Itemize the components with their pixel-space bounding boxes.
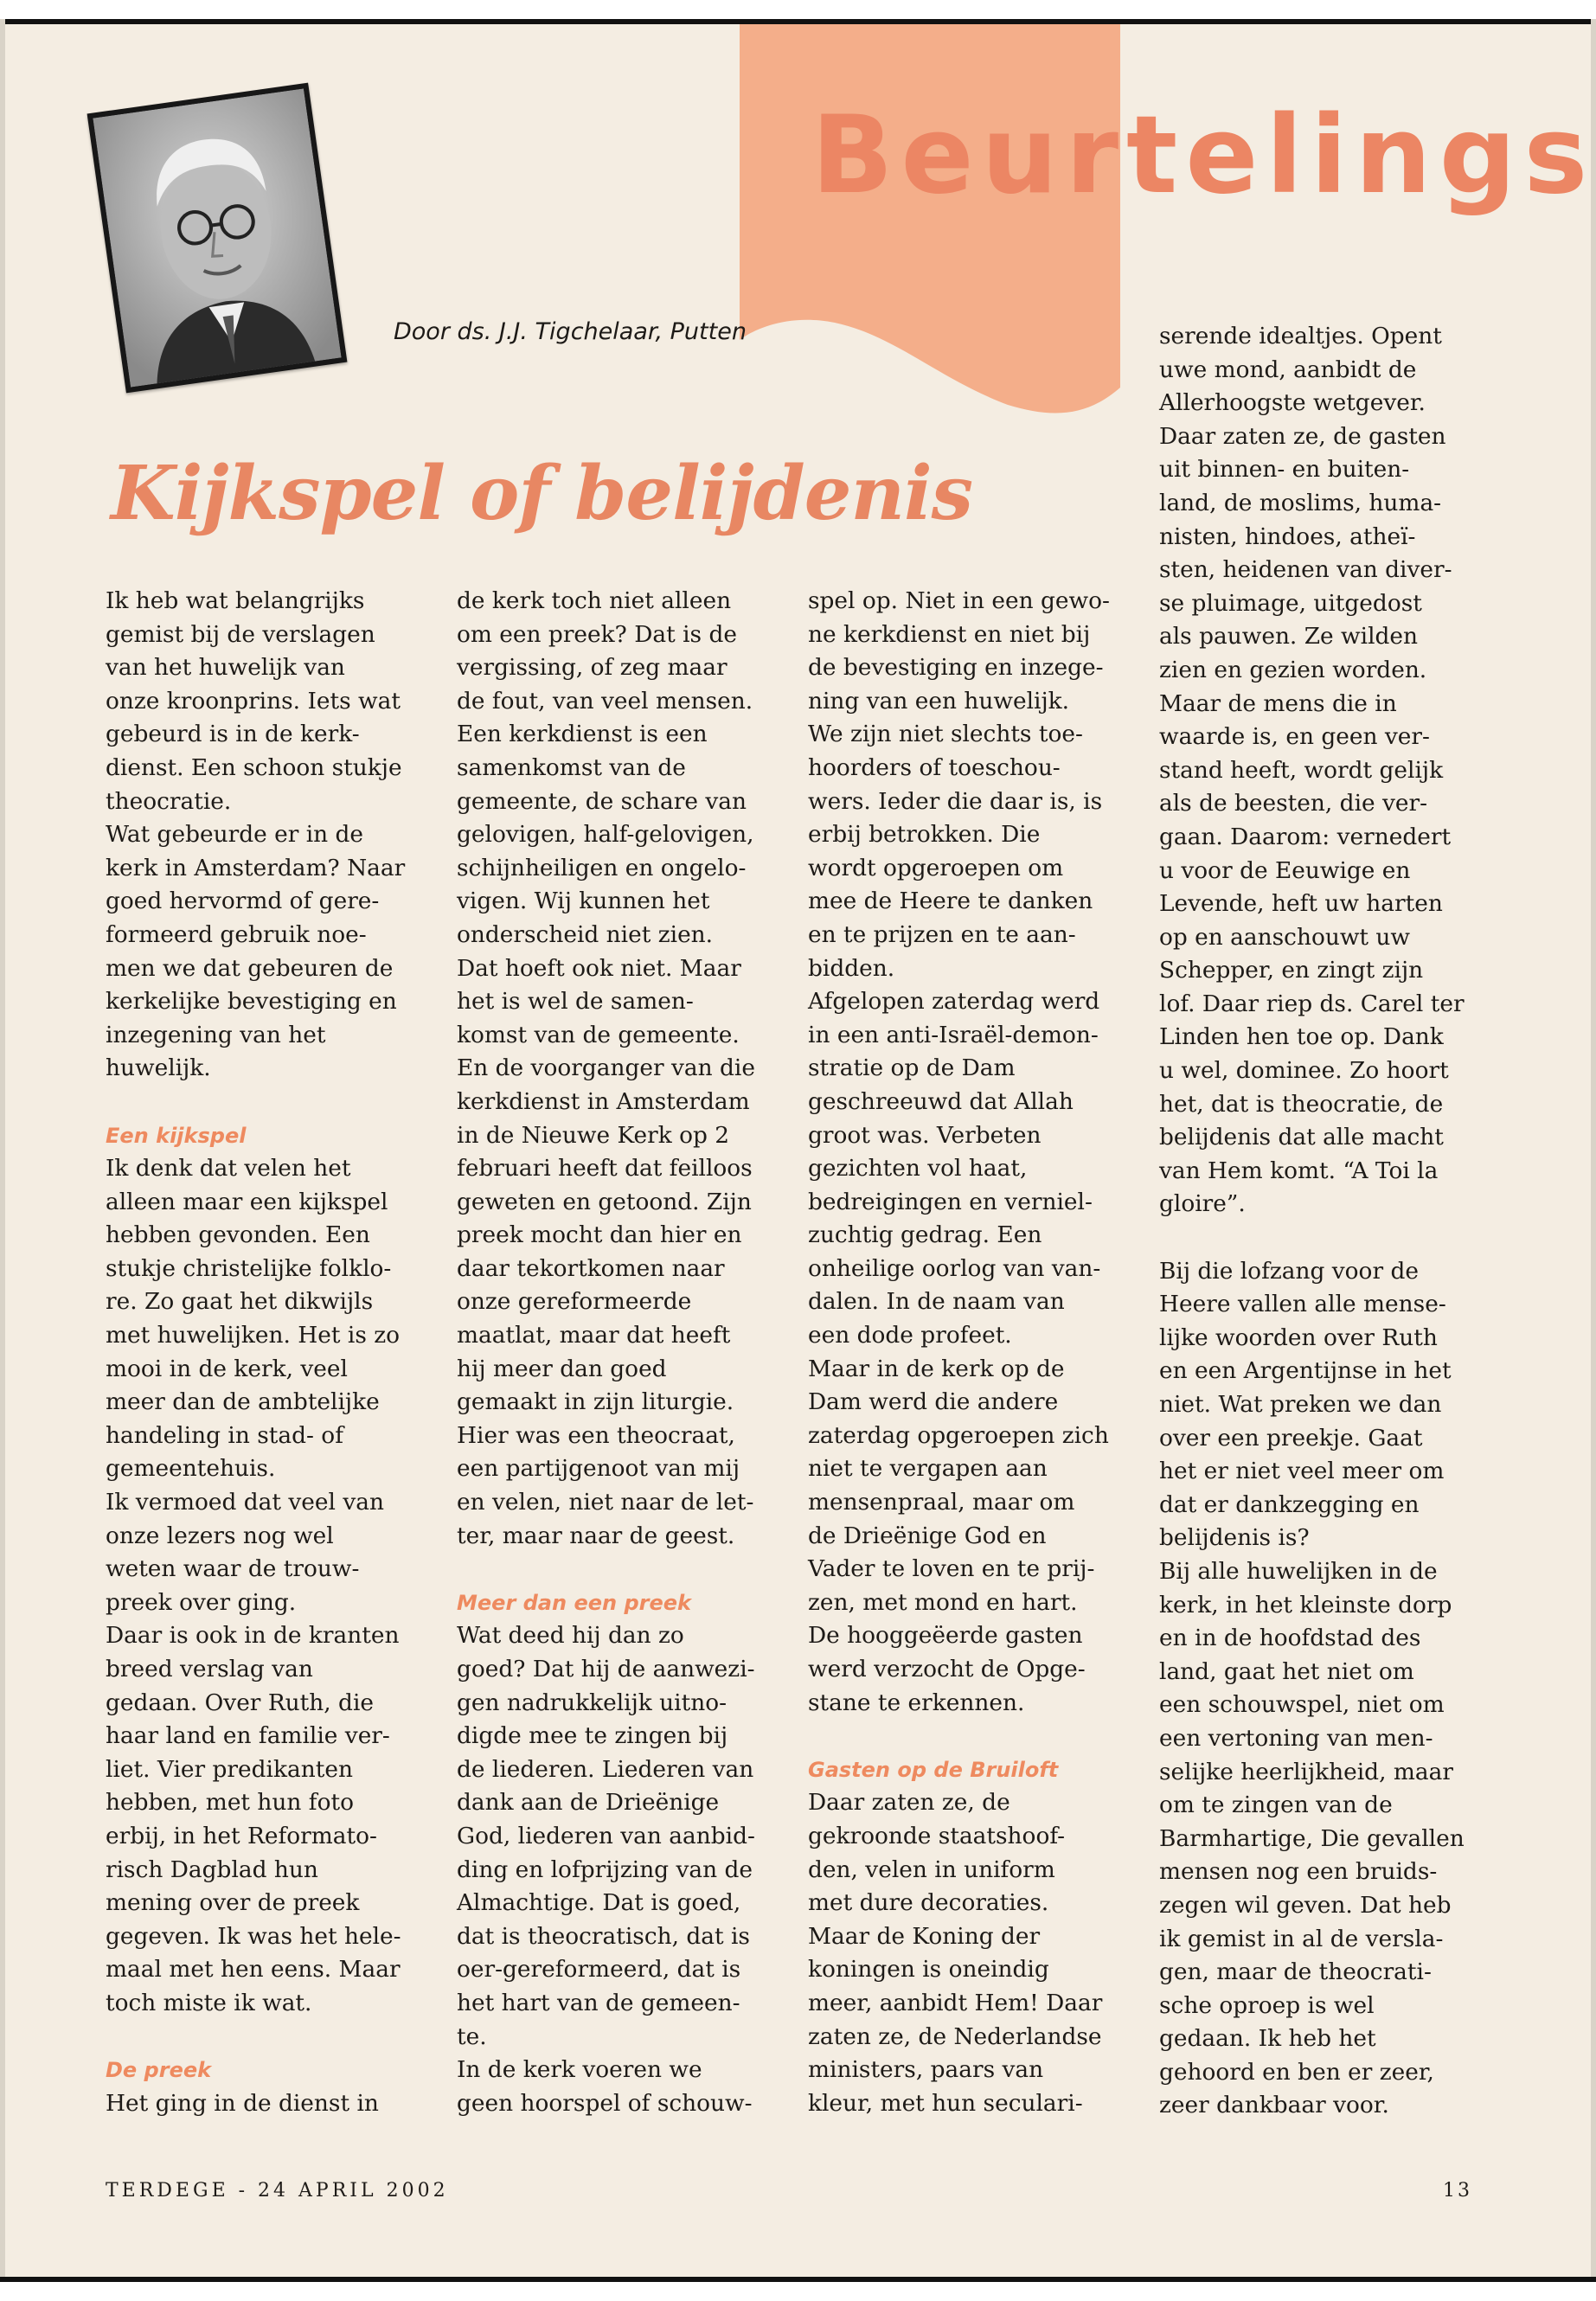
text-line: en een Argentijnse in het <box>1159 1357 1452 1385</box>
text-line: preek mocht dan hier en <box>457 1221 742 1249</box>
text-line: dank aan de Drieënige <box>457 1789 720 1817</box>
text-line: dat is theocratisch, dat is <box>457 1922 750 1950</box>
text-line: den, velen in uniform <box>808 1856 1055 1883</box>
text-line: re. Zo gaat het dikwijls <box>106 1288 374 1316</box>
text-line: gehoord en ben er zeer, <box>1159 2058 1434 2086</box>
text-line: komst van de gemeente. <box>457 1021 740 1048</box>
text-line: men we dat gebeuren de <box>106 954 394 982</box>
text-line: geen hoorspel of schouw- <box>457 2089 753 2117</box>
text-line: kerk in Amsterdam? Naar <box>106 854 406 881</box>
text-line: u voor de Eeuwige en <box>1159 856 1411 884</box>
text-line: spel op. Niet in een gewo- <box>808 587 1110 614</box>
section-title: Beurtelings <box>811 93 1596 218</box>
subheading-een-kijkspel: Een kijkspel <box>106 1123 247 1148</box>
text-line: zegen wil geven. Dat heb <box>1159 1891 1452 1919</box>
text-line: gen, maar de theocrati- <box>1159 1958 1432 1986</box>
text-line: mensenpraal, maar om <box>808 1489 1075 1516</box>
text-line: als de beesten, die ver- <box>1159 790 1428 817</box>
author-portrait <box>87 83 348 394</box>
text-line: nisten, hindoes, atheï- <box>1159 522 1416 550</box>
text-line: kerkelijke bevestiging en <box>106 988 397 1016</box>
text-line: haar land en familie ver- <box>106 1722 390 1750</box>
text-line: theocratie. <box>106 787 232 815</box>
text-line: dienst. Een schoon stukje <box>106 753 402 781</box>
text-line: wers. Ieder die daar is, is <box>808 787 1103 815</box>
text-line: erbij betrokken. Die <box>808 821 1041 849</box>
text-line: hebben gevonden. Een <box>106 1221 370 1249</box>
text-line: een vertoning van men- <box>1159 1724 1433 1752</box>
column-1-end <box>106 2087 427 2121</box>
text-line: ding en lofprijzing van de <box>457 1856 753 1883</box>
text-line: Ik heb wat belangrijks <box>106 587 365 614</box>
text-line: gekroonde staatshoof- <box>808 1822 1066 1849</box>
text-line: de bevestiging en inzege- <box>808 654 1104 682</box>
text-line: zien en gezien worden. <box>1159 656 1427 683</box>
column-2-body <box>457 585 779 1553</box>
text-line: formeerd gebruik noe- <box>106 920 367 948</box>
text-line: gedaan. Over Ruth, die <box>106 1689 375 1716</box>
text-line: Hier was een theocraat, <box>457 1421 735 1449</box>
article-column-4 <box>1159 320 1481 2123</box>
text-line: de Drieënige God en <box>808 1522 1047 1549</box>
text-line: Schepper, en zingt zijn <box>1159 957 1424 984</box>
text-line: hoorders of toeschou- <box>808 753 1061 781</box>
text-line: u wel, dominee. Zo hoort <box>1159 1057 1449 1085</box>
text-line: liet. Vier predikanten <box>106 1755 353 1783</box>
text-line: waarde is, en geen ver- <box>1159 723 1430 751</box>
subheading-de-preek: De preek <box>106 2058 212 2083</box>
text-line: wordt opgeroepen om <box>808 854 1064 881</box>
text-line: Linden hen toe op. Dank <box>1159 1023 1444 1051</box>
text-line: zeer dankbaar voor. <box>1159 2092 1389 2119</box>
text-line: met dure decoraties. <box>808 1889 1049 1917</box>
column-1-intro <box>106 585 427 1086</box>
text-line: Maar de Koning der <box>808 1922 1041 1950</box>
text-line: Allerhoogste wetgever. <box>1159 389 1426 417</box>
text-line: Daar is ook in de kranten <box>106 1622 400 1650</box>
text-line: Maar in de kerk op de <box>808 1355 1065 1382</box>
text-line: Vader te loven en te prij- <box>808 1555 1095 1583</box>
text-line: Bij alle huwelijken in de <box>1159 1557 1438 1585</box>
byline: Door ds. J.J. Tigchelaar, Putten <box>394 318 747 345</box>
text-line: ik gemist in al de versla- <box>1159 1925 1444 1952</box>
text-line: kleur, met hun seculari- <box>808 2089 1083 2117</box>
text-line: goed hervormd of gere- <box>106 888 380 915</box>
text-line: een dode profeet. <box>808 1322 1012 1349</box>
text-line: huwelijk. <box>106 1054 211 1082</box>
text-line: samenkomst van de <box>457 753 686 781</box>
text-line: Dat hoeft ook niet. Maar <box>457 954 741 982</box>
text-line: geweten en getoond. Zijn <box>457 1188 752 1215</box>
text-line: in de Nieuwe Kerk op 2 <box>457 1121 730 1149</box>
text-line: zen, met mond en hart. <box>808 1588 1078 1616</box>
article-headline: Kijkspel of belijdenis <box>111 450 973 537</box>
text-line: selijke heerlijkheid, maar <box>1159 1758 1453 1785</box>
text-line: gen nadrukkelijk uitno- <box>457 1689 727 1716</box>
text-line: Ik vermoed dat veel van <box>106 1489 384 1516</box>
text-line: het er niet veel meer om <box>1159 1458 1445 1485</box>
text-line: gelovigen, half-gelovigen, <box>457 821 754 849</box>
text-line: Heere vallen alle mense- <box>1159 1291 1446 1318</box>
subheading-gasten-op-de-bruiloft: Gasten op de Bruiloft <box>808 1757 1059 1782</box>
text-line: Barmhartige, Die gevallen <box>1159 1824 1465 1852</box>
text-line: se pluimage, uitgedost <box>1159 589 1422 617</box>
text-line: mee de Heere te danken <box>808 888 1093 915</box>
text-line: land, de moslims, huma- <box>1159 489 1442 516</box>
text-line: zaten ze, de Nederlandse <box>808 2022 1102 2050</box>
text-line: groot was. Verbeten <box>808 1121 1042 1149</box>
text-line: goed? Dat hij de aanwezi- <box>457 1656 755 1682</box>
column-2-end <box>457 1619 779 2120</box>
text-line: hij meer dan goed <box>457 1355 667 1382</box>
text-line: digde mee te zingen bij <box>457 1722 728 1750</box>
text-line: te. <box>457 2022 487 2050</box>
text-line: meer dan de ambtelijke <box>106 1388 380 1416</box>
decorative-orange-shape <box>722 24 1120 418</box>
article-column-2 <box>457 585 779 2120</box>
text-line: het, dat is theocratie, de <box>1159 1090 1444 1118</box>
text-line: onze kroonprins. Iets wat <box>106 687 401 715</box>
text-line: gemist bij de verslagen <box>106 620 375 648</box>
text-line: onze gereformeerde <box>457 1288 692 1316</box>
text-line: ne kerkdienst en niet bij <box>808 620 1091 648</box>
text-line: gloire”. <box>1159 1190 1246 1218</box>
text-line: sche oproep is wel <box>1159 1991 1375 2019</box>
text-line: over een preekje. Gaat <box>1159 1424 1423 1452</box>
subheading-meer-dan-een-preek: Meer dan een preek <box>457 1590 691 1615</box>
column-3-end <box>808 1786 1130 2120</box>
text-line: preek over ging. <box>106 1588 297 1616</box>
text-line: dat er dankzegging en <box>1159 1490 1420 1518</box>
text-line: dalen. In de naam van <box>808 1288 1065 1316</box>
text-line: inzegening van het <box>106 1021 326 1048</box>
article-column-1 <box>106 585 427 2120</box>
text-line: gegeven. Ik was het hele- <box>106 1922 401 1950</box>
text-line: lof. Daar riep ds. Carel ter <box>1159 990 1465 1017</box>
text-line: stukje christelijke folklo- <box>106 1254 392 1282</box>
text-line: gebeurd is in de kerk- <box>106 721 360 748</box>
text-line: niet. Wat preken we dan <box>1159 1391 1442 1418</box>
text-line: zaterdag opgeroepen zich <box>808 1421 1109 1449</box>
text-line: mensen nog een bruids- <box>1159 1858 1438 1886</box>
text-line: lijke woorden over Ruth <box>1159 1324 1438 1351</box>
text-line: onheilige oorlog van van- <box>808 1254 1101 1282</box>
text-line: Een kerkdienst is een <box>457 721 708 748</box>
text-line: mooi in de kerk, veel <box>106 1355 348 1382</box>
text-line: maal met hen eens. Maar <box>106 1956 401 1984</box>
text-line: mening over de preek <box>106 1889 360 1917</box>
text-line: toch miste ik wat. <box>106 1989 312 2016</box>
text-line: handeling in stad- of <box>106 1421 343 1449</box>
text-line: Daar zaten ze, de <box>808 1789 1010 1817</box>
text-line: het is wel de samen- <box>457 988 694 1016</box>
text-line: maatlat, maar dat heeft <box>457 1322 731 1349</box>
text-line: en te prijzen en te aan- <box>808 920 1076 948</box>
text-line: februari heeft dat feilloos <box>457 1155 753 1183</box>
text-line: met huwelijken. Het is zo <box>106 1322 401 1349</box>
text-line: uwe mond, aanbidt de <box>1159 356 1417 383</box>
text-line: zuchtig gedrag. Een <box>808 1221 1042 1249</box>
text-line: erbij, in het Reformato- <box>106 1822 377 1849</box>
text-line: land, gaat het niet om <box>1159 1657 1414 1685</box>
text-line: risch Dagblad hun <box>106 1856 318 1883</box>
text-line: God, liederen van aanbid- <box>457 1822 755 1849</box>
text-line: uit binnen- en buiten- <box>1159 456 1410 484</box>
text-line: belijdenis is? <box>1159 1524 1310 1552</box>
text-line: sten, heidenen van diver- <box>1159 556 1452 584</box>
text-line: Afgelopen zaterdag werd <box>808 988 1100 1016</box>
text-line: de liederen. Liederen van <box>457 1755 754 1783</box>
text-line: bidden. <box>808 954 895 982</box>
text-line: een schouwspel, niet om <box>1159 1691 1445 1719</box>
text-line: weten waar de trouw- <box>106 1555 360 1583</box>
column-3-body <box>808 585 1130 1720</box>
text-line: In de kerk voeren we <box>457 2056 702 2084</box>
text-line: geschreeuwd dat Allah <box>808 1087 1074 1115</box>
text-line: schijnheiligen en ongelo- <box>457 854 747 881</box>
text-line: We zijn niet slechts toe- <box>808 721 1083 748</box>
text-line: Levende, heft uw harten <box>1159 890 1443 918</box>
column-1-body <box>106 1152 427 2020</box>
left-scan-edge <box>0 19 5 2277</box>
column-4-body <box>1159 320 1481 1221</box>
page-number: 13 <box>1443 2180 1472 2202</box>
text-line: kerk, in het kleinste dorp <box>1159 1591 1452 1618</box>
text-line: onze lezers nog wel <box>106 1522 334 1549</box>
text-line: de fout, van veel mensen. <box>457 687 753 715</box>
text-line: en velen, niet naar de let- <box>457 1489 754 1516</box>
text-line: Ik denk dat velen het <box>106 1155 351 1183</box>
text-line: En de voorganger van die <box>457 1054 755 1082</box>
bottom-scan-border <box>0 2277 1596 2301</box>
text-line: gemaakt in zijn liturgie. <box>457 1388 734 1416</box>
text-line: De hooggeëerde gasten <box>808 1622 1083 1650</box>
text-line: gaan. Daarom: vernedert <box>1159 823 1452 850</box>
text-line: Wat deed hij dan zo <box>457 1622 684 1650</box>
text-line: Daar zaten ze, de gasten <box>1159 422 1446 450</box>
text-line: alleen maar een kijkspel <box>106 1188 388 1215</box>
text-line: meer, aanbidt Hem! Daar <box>808 1989 1103 2016</box>
text-line: ning van een huwelijk. <box>808 687 1070 715</box>
column-4-end <box>1159 1255 1481 2123</box>
text-line: daar tekortkomen naar <box>457 1254 725 1282</box>
text-line: koningen is oneindig <box>808 1956 1049 1984</box>
footer-publication: TERDEGE - 24 APRIL 2002 <box>106 2180 449 2202</box>
article-column-3 <box>808 585 1130 2120</box>
text-line: op en aanschouwt uw <box>1159 923 1411 951</box>
text-line: van Hem komt. “A Toi la <box>1159 1157 1439 1184</box>
text-line: in een anti-Israël-demon- <box>808 1021 1099 1048</box>
text-line: de kerk toch niet alleen <box>457 587 732 614</box>
text-line: Maar de mens die in <box>1159 689 1397 717</box>
text-line: ter, maar naar de geest. <box>457 1522 735 1549</box>
text-line: breed verslag van <box>106 1656 313 1682</box>
text-line: gedaan. Ik heb het <box>1159 2025 1376 2053</box>
text-line: en in de hoofdstad des <box>1159 1625 1421 1652</box>
text-line: stand heeft, wordt gelijk <box>1159 756 1444 784</box>
text-line: Almachtige. Dat is goed, <box>457 1889 741 1917</box>
text-line: als pauwen. Ze wilden <box>1159 623 1419 651</box>
text-line: kerkdienst in Amsterdam <box>457 1087 750 1115</box>
text-line: gemeente, de schare van <box>457 787 747 815</box>
text-line: onderscheid niet zien. <box>457 920 714 948</box>
text-line: een partijgenoot van mij <box>457 1455 740 1483</box>
text-line: bedreigingen en verniel- <box>808 1188 1093 1215</box>
text-line: Het ging in de dienst in <box>106 2089 379 2117</box>
text-line: Wat gebeurde er in de <box>106 821 364 849</box>
text-line: vigen. Wij kunnen het <box>457 888 710 915</box>
text-line: gezichten vol haat, <box>808 1155 1028 1183</box>
text-line: werd verzocht de Opge- <box>808 1656 1086 1682</box>
text-line: Dam werd die andere <box>808 1388 1059 1416</box>
text-line: Bij die lofzang voor de <box>1159 1257 1419 1285</box>
text-line: ministers, paars van <box>808 2056 1044 2084</box>
text-line: stane te erkennen. <box>808 1689 1025 1716</box>
text-line: om een preek? Dat is de <box>457 620 737 648</box>
text-line: het hart van de gemeen- <box>457 1989 740 2016</box>
text-line: oer-gereformeerd, dat is <box>457 1956 741 1984</box>
text-line: serende idealtjes. Opent <box>1159 323 1442 349</box>
text-line: belijdenis dat alle macht <box>1159 1124 1444 1151</box>
text-line: hebben, met hun foto <box>106 1789 354 1817</box>
text-line: om te zingen van de <box>1159 1791 1393 1819</box>
text-line: stratie op de Dam <box>808 1054 1016 1082</box>
text-line: niet te vergapen aan <box>808 1455 1048 1483</box>
text-line: gemeentehuis. <box>106 1455 276 1483</box>
right-scan-edge <box>1591 19 1596 2277</box>
text-line: vergissing, of zeg maar <box>457 654 727 682</box>
text-line: van het huwelijk van <box>106 654 345 682</box>
top-scan-border <box>0 0 1596 24</box>
